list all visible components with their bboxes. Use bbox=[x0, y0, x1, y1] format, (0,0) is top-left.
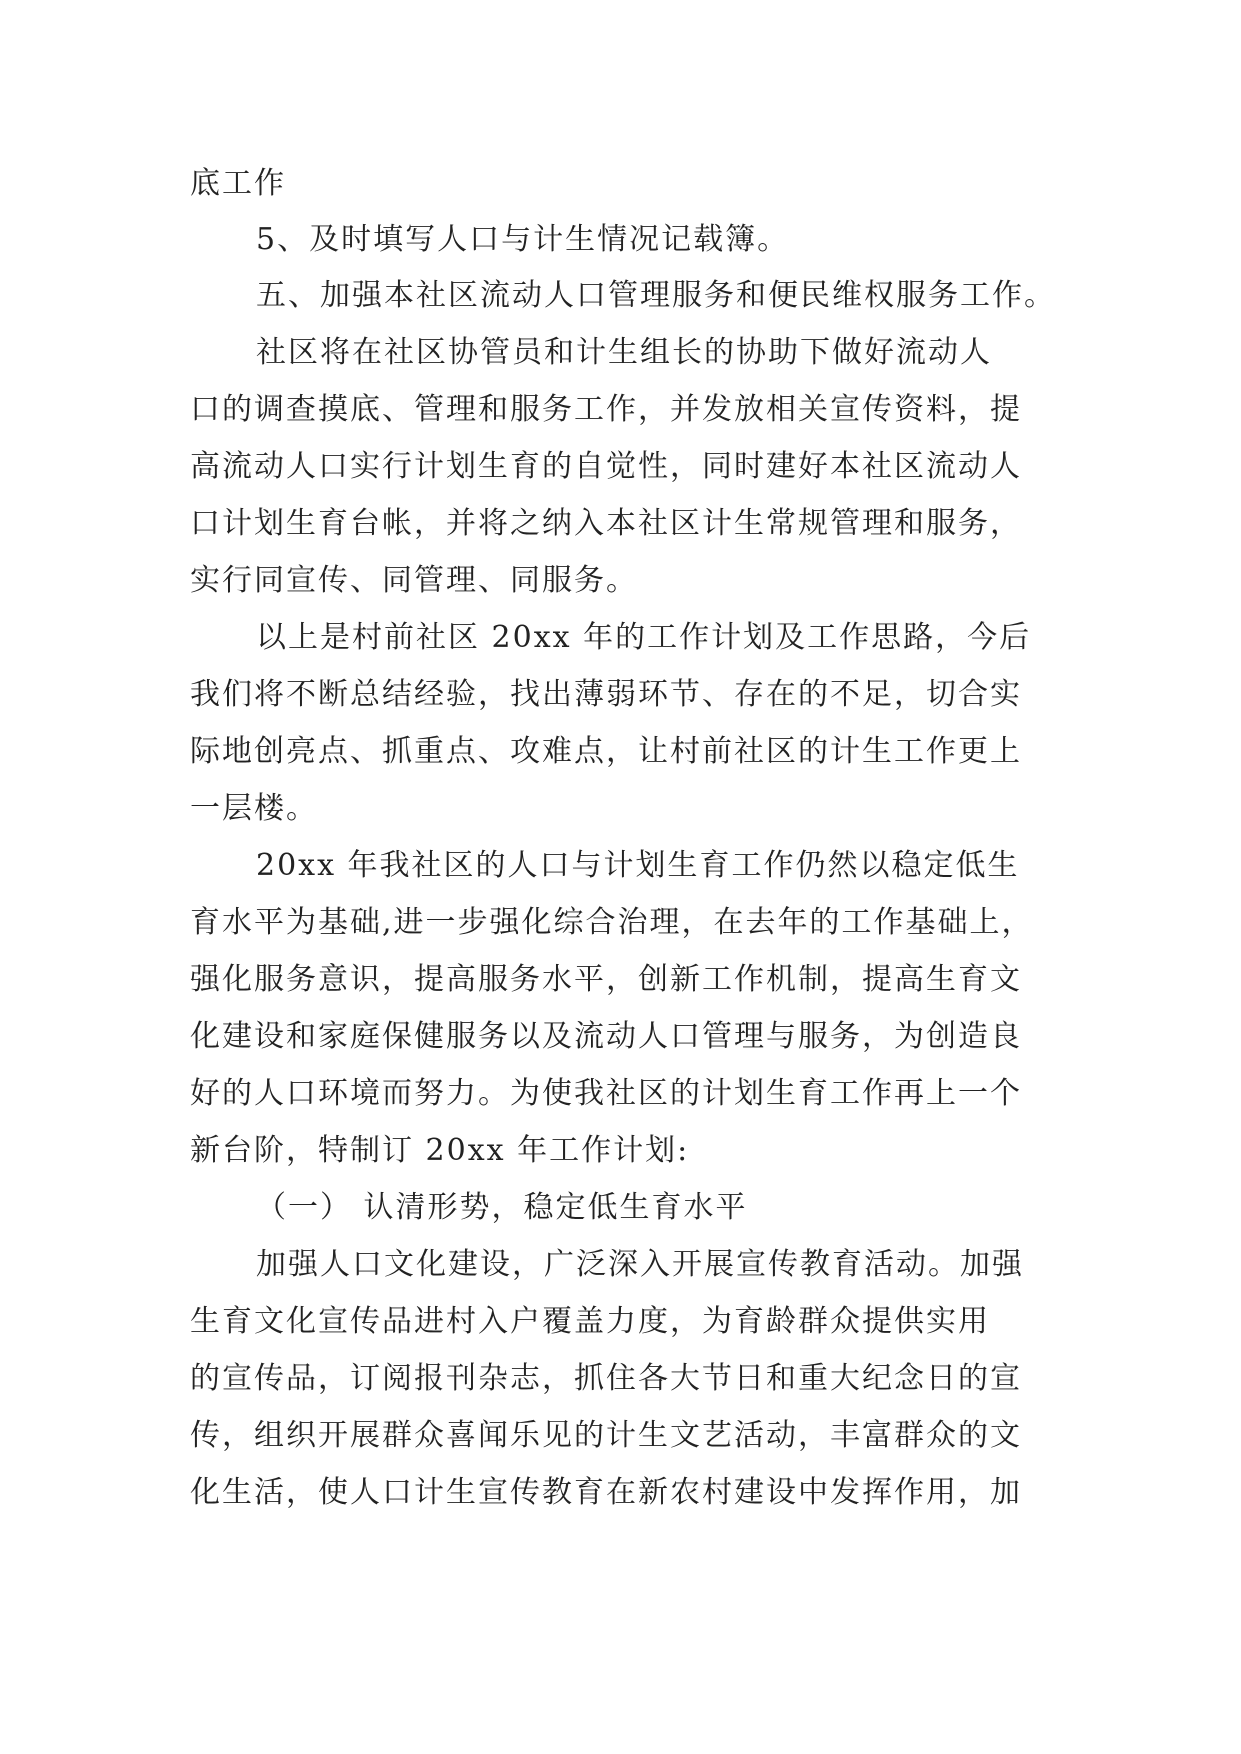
text-line: 社区将在社区协管员和计生组长的协助下做好流动人 bbox=[256, 335, 992, 370]
text-line: 际地创亮点、抓重点、攻难点，让村前社区的计生工作更上 bbox=[190, 734, 1022, 769]
text-line: 5、及时填写人口与计生情况记载簿。 bbox=[256, 222, 790, 257]
text-line: 20xx 年我社区的人口与计划生育工作仍然以稳定低生 bbox=[256, 848, 1020, 883]
section-heading: （一） 认清形势，稳定低生育水平 bbox=[256, 1190, 748, 1225]
text-line: 口计划生育台帐，并将之纳入本社区计生常规管理和服务， bbox=[190, 506, 1022, 541]
text-line: 一层楼。 bbox=[190, 791, 318, 826]
text-line: 好的人口环境而努力。为使我社区的计划生育工作再上一个 bbox=[190, 1076, 1022, 1111]
text-line: 化生活，使人口计生宣传教育在新农村建设中发挥作用，加 bbox=[190, 1475, 1022, 1510]
text-line: 化建设和家庭保健服务以及流动人口管理与服务，为创造良 bbox=[190, 1019, 1022, 1054]
text-line: 我们将不断总结经验，找出薄弱环节、存在的不足，切合实 bbox=[190, 677, 1022, 712]
text-line: 的宣传品，订阅报刊杂志，抓住各大节日和重大纪念日的宣 bbox=[190, 1361, 1022, 1396]
text-line: 高流动人口实行计划生育的自觉性，同时建好本社区流动人 bbox=[190, 449, 1022, 484]
text-line: 新台阶，特制订 20xx 年工作计划: bbox=[190, 1133, 690, 1168]
text-line: 底工作 bbox=[190, 166, 286, 201]
text-line: 加强人口文化建设，广泛深入开展宣传教育活动。加强 bbox=[256, 1247, 1024, 1282]
text-line: 实行同宣传、同管理、同服务。 bbox=[190, 563, 638, 598]
section-heading: 五、加强本社区流动人口管理服务和便民维权服务工作。 bbox=[256, 278, 1056, 313]
text-line: 育水平为基础,进一步强化综合治理，在去年的工作基础上， bbox=[190, 905, 1034, 940]
text-line: 口的调查摸底、管理和服务工作，并发放相关宣传资料，提 bbox=[190, 392, 1022, 427]
text-line: 以上是村前社区 20xx 年的工作计划及工作思路，今后 bbox=[256, 620, 1032, 655]
text-line: 强化服务意识，提高服务水平，创新工作机制，提高生育文 bbox=[190, 962, 1022, 997]
text-line: 传，组织开展群众喜闻乐见的计生文艺活动，丰富群众的文 bbox=[190, 1418, 1022, 1453]
text-line: 生育文化宣传品进村入户覆盖力度，为育龄群众提供实用 bbox=[190, 1304, 990, 1339]
